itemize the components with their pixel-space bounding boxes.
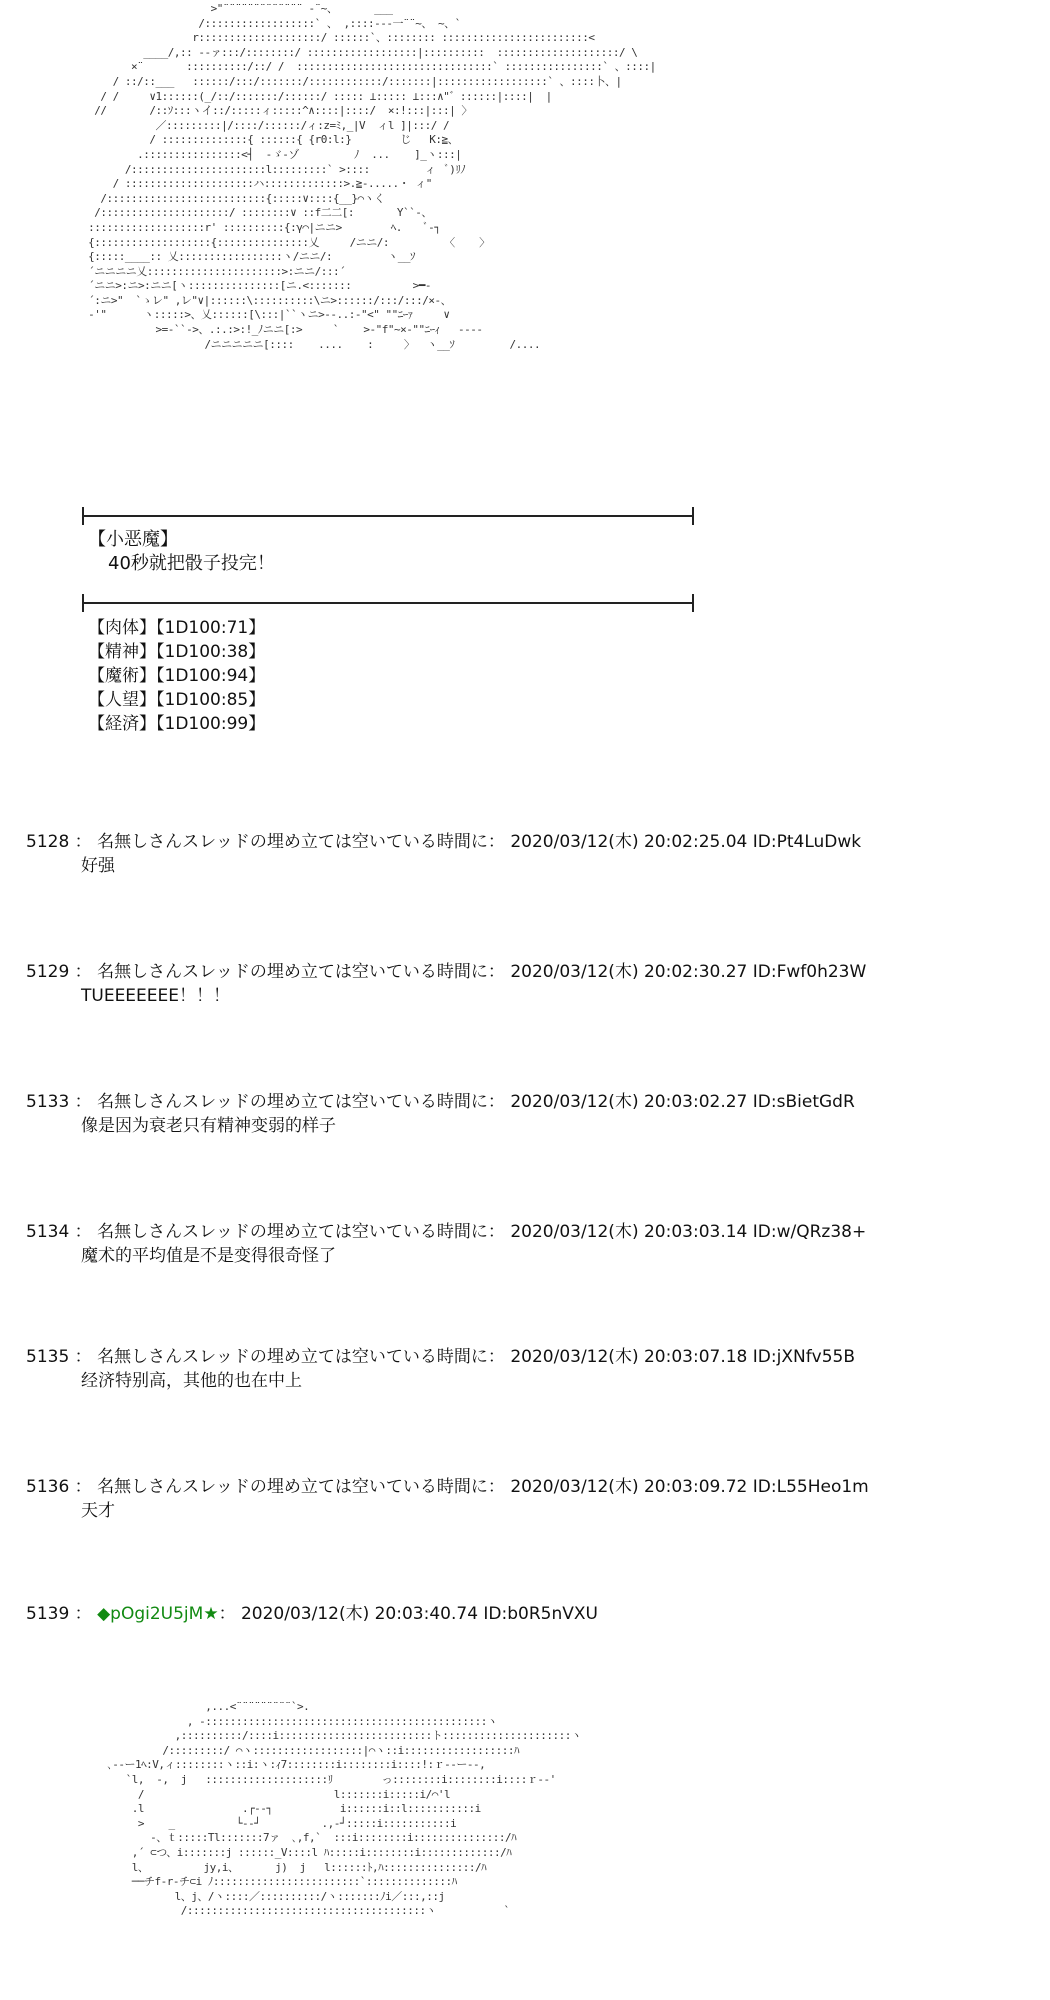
stat-roll: 【1D100:71】	[156, 618, 266, 638]
post-5134	[26, 1220, 866, 1268]
stats-list	[88, 616, 265, 736]
divider-bottom-right-tick	[692, 594, 694, 612]
notice-text: 40秒就把骰子投完！	[108, 553, 275, 574]
post-author: 名無しさんスレッドの埋め立ては空いている時間に	[97, 1347, 488, 1367]
post-id: ID:b0R5nVXU	[483, 1604, 598, 1624]
op-trip: ◆pOgi2U5jM	[97, 1604, 204, 1624]
stat-name: 【経済】	[88, 714, 156, 734]
stat-name: 【人望】	[88, 690, 156, 710]
divider-top-left-tick	[82, 507, 84, 525]
post-date: 2020/03/12(木) 20:03:09.72	[510, 1477, 748, 1497]
post-date: 2020/03/12(木) 20:03:02.27	[510, 1092, 748, 1112]
stat-row	[88, 688, 265, 712]
stat-roll: 【1D100:85】	[156, 690, 266, 710]
post-5128	[26, 830, 861, 878]
stat-row	[88, 712, 265, 736]
stat-name: 【魔術】	[88, 666, 156, 686]
stat-roll: 【1D100:99】	[156, 714, 266, 734]
op-star-icon: ★	[203, 1604, 219, 1624]
post-header: 5136 ： 名無しさんスレッドの埋め立ては空いている時間に： 2020/03/12(木) 20:03:09.72 ID:L55Heo1m	[26, 1477, 869, 1497]
post-number: 5133	[26, 1092, 70, 1112]
stat-row	[88, 616, 265, 640]
post-header: 5134 ： 名無しさんスレッドの埋め立ては空いている時間に： 2020/03/12(木) 20:03:03.14 ID:w/QRz38+	[26, 1222, 867, 1242]
stat-row	[88, 640, 265, 664]
post-5139-op	[26, 1602, 598, 1626]
post-id: ID:sBietGdR	[752, 1092, 855, 1112]
stat-name: 【精神】	[88, 642, 156, 662]
post-date: 2020/03/12(木) 20:03:03.14	[510, 1222, 748, 1242]
divider-top	[82, 515, 694, 517]
post-body: 天才	[81, 1501, 115, 1521]
post-author: 名無しさんスレッドの埋め立ては空いている時間に	[97, 832, 488, 852]
post-number: 5129	[26, 962, 70, 982]
divider-bottom	[82, 602, 694, 604]
ascii-art-character-bottom: ,...<¨¨¨¨¨¨¨¨¨`>. , ‐::::::::::::::::::::::::::::::::::::::::::::::ヽ ,::::::::::/::::i:::::::::::::::::::::::::ト:::::::::::::::::::::ヽ /:::::::::/ ⌒ヽ::::::::::::::::::|⌒ヽ::i::::::::::::::::::ﾊ ､‐‐ー1ﾍ:V,ィ::::::::ヽ::i:ヽ:ｨ7::::::::i::::::::i::::!:ｒ‐‐ー-‐, `l, ‐, j ::::::::::::::::::::ﾘ っ::::::::i::::::::i::::ｒ‐‐' / l:::::::i:::::i/⌒'l .l .┌‐‐┐ i::::::i::l:::::::::::i > _ └‐‐┘ .,‐┘:::::i:::::::::::i ‐、ｔ:::::Tl:::::::7ァ ､,f,` :::i::::::::i:::::::::::::::/ﾊ ,´ ⊂つ、i:::::::j ::::::_V::::l ﾊ:::::i::::::::i:::::::::::::/ﾊ l、 jy,i、 j) j l::::::ﾄ,ﾊ:::::::::::::::/ﾊ ──チf‐r‐チ⊂i ﾉ::::::::::::::::::::::::`::::::::::::::ﾊ l、j、/ヽ::::／::::::::::/ヽ:::::::ﾉi／:::,::j /:::::::::::::::::::::::::::::::::::::::ヽ `	[107, 1700, 582, 1918]
post-5133	[26, 1090, 855, 1138]
post-number: 5139	[26, 1604, 70, 1624]
post-header: 5133 ： 名無しさんスレッドの埋め立ては空いている時間に： 2020/03/12(木) 20:03:02.27 ID:sBietGdR	[26, 1092, 855, 1112]
post-5129	[26, 960, 866, 1008]
stat-roll: 【1D100:38】	[156, 642, 266, 662]
post-body: 像是因为衰老只有精神变弱的样子	[81, 1116, 336, 1136]
ascii-art-character-top: >"¨¨¨¨¨¨¨¨¨¨¨¨¨ ‐¨~、 ___ /::::::::::::::::::` 、 ,::::--‐一¨¨~、 ~、` r::::::::::::::::::::/ ::::::`、:::::::: ::::::::::::::::::::::::< ____/,:: --ァ:::/::::::::/ ::::::::::::::::::|:::::::::: ::::::::::::::::::::/ \ ×¨ ::::::::::/::/ / ::::::::::::::::::::::::::::::::` ::::::::::::::::` 、::::| / ::/::___ ::::::/:::/:::::::/::::::::::::/:::::::|::::::::::::::::::` 、::::卜、| / / ∨1::::::(_/::/:::::::/::::::/ ::::: ⊥::::: ⊥:::∧"゛::::::|::::| | // /::ｿ:::ヽイ::/:::::ィ:::::^∧::::|::::/ ×:!:::|:::| 〉 ／:::::::::|/::::/::::::/ィ:z=ﾐ,_|V ィl ]|:::/ / / ::::::::::::::{ ::::::{ {r0:l:} じ K:≧、 .::::::::::::::::<┤ ‐ゞ‐ゾ ﾉ ... ]_ヽ:::| /::::::::::::::::::::::l:::::::::` >:::: ィ ﾞ)ﾘﾉ / :::::::::::::::::::::ハ:::::::::::::>.≧‐.....・ ィ" /::::::::::::::::::::::::::{:::::∨::::{__}⌒ヽく /:::::::::::::::::::::/ ::::::::∨ ::f二二[: Y``‐、 :::::::::::::::::::r' ::::::::::{:γ⌒|ニニ> ﾍ. ﾞ‐┐ {:::::::::::::::::::{:::::::::::::::乂 /ニニ/: 〈 〉 {:::::____:: 乂:::::::::::::::::ヽ/ニニ/: ヽ__ｿ ´ニニニニ乂::::::::::::::::::::::>:ニニ/:::´ ´ニニ>:ニ>:ニニ[ヽ:::::::::::::::[ニ.<::::::: >━‐ ´:ニ>" `ゝレ" ,レ"∨|::::::\::::::::::\ニ>::::::/:::/:::/×‐、 ‐'" ヽ:::::>、乂::::::[\:::|``ヽニ>‐‐..:-"<" ""ﾆｰｧ ∨ >=‐``‐>、.:.:>:!_ﾉニニ[:> ` >‐"f"~×‐""ﾆｰｨ ‐-‐- /ニニニニニ[:::: .... : 〉 ヽ__ｿ /....	[88, 2, 656, 351]
post-author: 名無しさんスレッドの埋め立ては空いている時間に	[97, 1092, 488, 1112]
post-number: 5134	[26, 1222, 70, 1242]
post-id: ID:w/QRz38+	[752, 1222, 867, 1242]
divider-bottom-left-tick	[82, 594, 84, 612]
post-date: 2020/03/12(木) 20:02:25.04	[510, 832, 748, 852]
post-body: 魔术的平均值是不是变得很奇怪了	[81, 1246, 336, 1266]
post-header: 5139 ： ◆pOgi2U5jM★： 2020/03/12(木) 20:03:40.74 ID:b0R5nVXU	[26, 1604, 598, 1624]
divider-top-right-tick	[692, 507, 694, 525]
stat-name: 【肉体】	[88, 618, 156, 638]
stat-roll: 【1D100:94】	[156, 666, 266, 686]
stat-row	[88, 664, 265, 688]
post-date: 2020/03/12(木) 20:02:30.27	[510, 962, 748, 982]
post-id: ID:Pt4LuDwk	[752, 832, 862, 852]
post-number: 5136	[26, 1477, 70, 1497]
post-header: 5129 ： 名無しさんスレッドの埋め立ては空いている時間に： 2020/03/12(木) 20:02:30.27 ID:Fwf0h23W	[26, 962, 867, 982]
post-id: ID:jXNfv55B	[752, 1347, 856, 1367]
post-body: 好强	[81, 856, 115, 876]
post-number: 5135	[26, 1347, 70, 1367]
post-header: 5128 ： 名無しさんスレッドの埋め立ては空いている時間に： 2020/03/12(木) 20:02:25.04 ID:Pt4LuDwk	[26, 832, 862, 852]
post-id: ID:Fwf0h23W	[752, 962, 867, 982]
post-date: 2020/03/12(木) 20:03:40.74	[240, 1604, 479, 1624]
post-id: ID:L55Heo1m	[752, 1477, 869, 1497]
post-author: 名無しさんスレッドの埋め立ては空いている時間に	[97, 1222, 488, 1242]
post-author: 名無しさんスレッドの埋め立ては空いている時間に	[97, 962, 488, 982]
post-header: 5135 ： 名無しさんスレッドの埋め立ては空いている時間に： 2020/03/12(木) 20:03:07.18 ID:jXNfv55B	[26, 1347, 856, 1367]
post-date: 2020/03/12(木) 20:03:07.18	[510, 1347, 748, 1367]
post-5135	[26, 1345, 855, 1393]
notice-label: 【小恶魔】	[88, 529, 178, 550]
post-body: TUEEEEEEE！！！	[81, 986, 231, 1006]
post-author: 名無しさんスレッドの埋め立ては空いている時間に	[97, 1477, 488, 1497]
post-body: 经济特别高，其他的也在中上	[81, 1371, 302, 1391]
post-5136	[26, 1475, 869, 1523]
post-number: 5128	[26, 832, 70, 852]
